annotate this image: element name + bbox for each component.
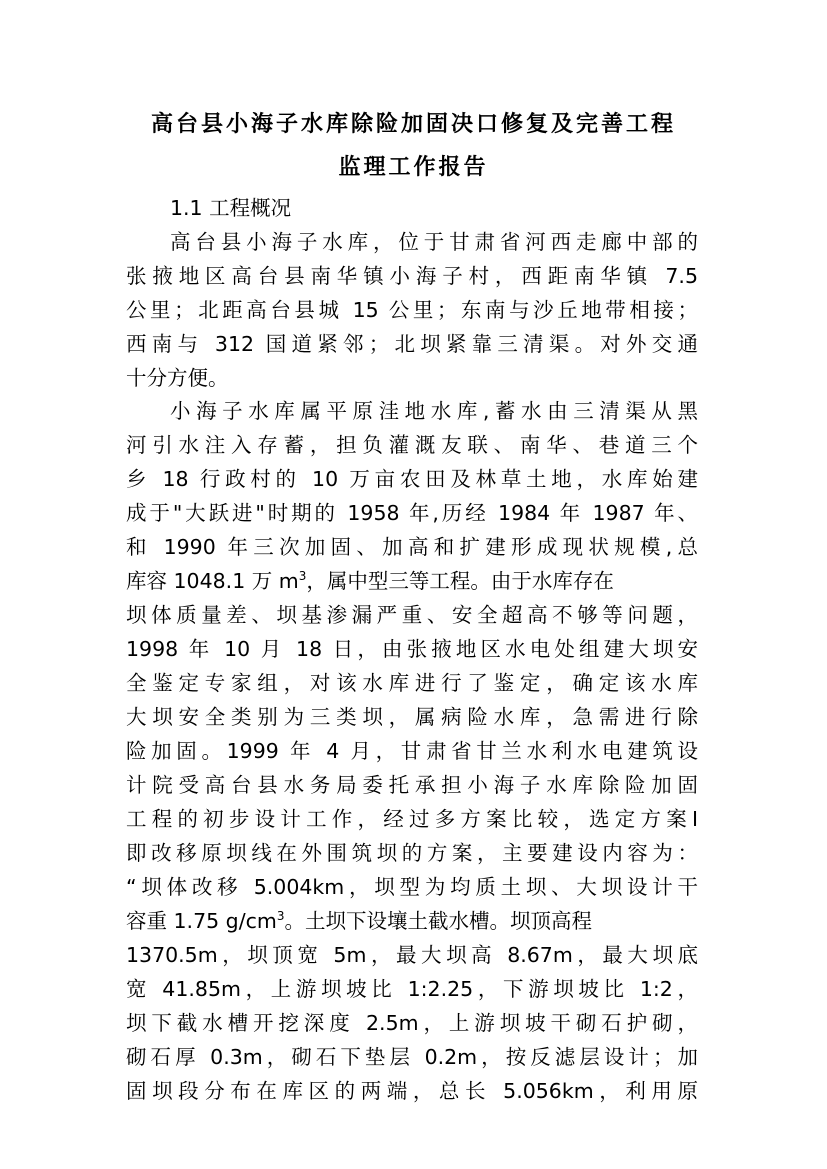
body-line: 和 1990 年三次加固、加高和扩建形成现状规模,总 bbox=[126, 535, 698, 559]
body-line bbox=[126, 563, 698, 599]
body-line: 工程的初步设计工作，经过多方案比较，选定方案Ⅰ bbox=[126, 807, 698, 831]
body-line: 大坝安全类别为三类坝，属病险水库，急需进行除 bbox=[126, 705, 698, 729]
superscript: 3 bbox=[298, 569, 307, 584]
body-line: 十分方便。 bbox=[126, 366, 229, 390]
body-line: 西南与 312 国道紧邻；北坝紧靠三清渠。对外交通 bbox=[126, 332, 698, 356]
body-text-segment: 。土坝下设壤土截水槽。坝顶高程 bbox=[284, 909, 592, 933]
body-line: 险加固。1999 年 4 月，甘肃省甘兰水利水电建筑设 bbox=[126, 739, 698, 763]
body-line: 乡 18 行政村的 10 万亩农田及林草土地，水库始建 bbox=[126, 467, 698, 491]
body-line bbox=[126, 903, 698, 939]
body-line: 张掖地区高台县南华镇小海子村，西距南华镇 7.5 bbox=[126, 264, 698, 288]
body-line: 公里；北距高台县城 15 公里；东南与沙丘地带相接； bbox=[126, 298, 698, 322]
body-line: 全鉴定专家组，对该水库进行了鉴定，确定该水库 bbox=[126, 671, 698, 695]
body-line: 河引水注入存蓄，担负灌溉友联、南华、巷道三个 bbox=[126, 433, 698, 457]
body-line: “坝体改移 5.004km，坝型为均质土坝、大坝设计干 bbox=[126, 875, 698, 899]
body-line: 计院受高台县水务局委托承担小海子水库除险加固 bbox=[126, 773, 698, 797]
body-line: 砌石厚 0.3m，砌石下垫层 0.2m，按反滤层设计；加 bbox=[126, 1045, 698, 1069]
body-line: 小海子水库属平原洼地水库,蓄水由三清渠从黑 bbox=[170, 399, 698, 423]
superscript: 3 bbox=[276, 909, 285, 924]
body-line: 坝下截水槽开挖深度 2.5m，上游坝坡干砌石护砌， bbox=[126, 1011, 698, 1035]
body-line: 即改移原坝线在外围筑坝的方案，主要建设内容为： bbox=[126, 841, 698, 865]
body-line: 1998 年 10 月 18 日，由张掖地区水电处组建大坝安 bbox=[126, 637, 698, 661]
body-line: 固坝段分布在库区的两端，总长 5.056km，利用原 bbox=[126, 1079, 698, 1103]
report-title: 高台县小海子水库除险加固决口修复及完善工程 bbox=[150, 111, 676, 137]
report-subtitle: 监理工作报告 bbox=[338, 154, 489, 180]
body-line: 成于"大跃进"时期的 1958 年,历经 1984 年 1987 年、 bbox=[126, 501, 698, 525]
body-text-segment: 库容 1048.1 万 m bbox=[126, 569, 299, 593]
section-heading: 1.1 工程概况 bbox=[170, 196, 292, 220]
body-line: 坝体质量差、坝基渗漏严重、安全超高不够等问题， bbox=[126, 603, 698, 627]
body-line: 1370.5m，坝顶宽 5m，最大坝高 8.67m，最大坝底 bbox=[126, 943, 698, 967]
body-text-segment: ，属中型三等工程。由于水库存在 bbox=[306, 569, 614, 593]
body-text-segment: 容重 1.75 g/cm bbox=[126, 909, 277, 933]
body-line: 高台县小海子水库，位于甘肃省河西走廊中部的 bbox=[170, 230, 698, 254]
body-line: 宽 41.85m，上游坝坡比 1:2.25，下游坝坡比 1:2， bbox=[126, 977, 698, 1001]
